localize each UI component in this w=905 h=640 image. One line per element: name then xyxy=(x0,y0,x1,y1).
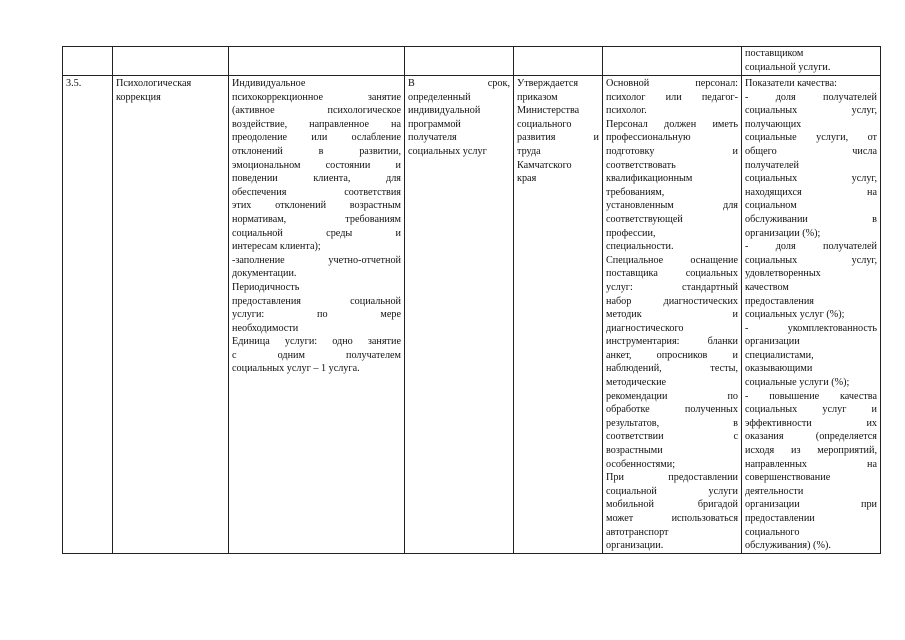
text-line: Индивидуальное xyxy=(232,78,306,89)
text-line: психолог или педагог- xyxy=(606,91,738,103)
text-line: получающих xyxy=(745,118,802,130)
text-line: обслуживания) (%). xyxy=(745,540,831,552)
tariff-lines xyxy=(517,77,599,186)
text-line: организации. xyxy=(606,540,664,552)
text-line: наблюдений, тесты, xyxy=(606,363,738,375)
text-line: рекомендации по xyxy=(606,390,738,402)
text-line: оказания (определяется xyxy=(745,431,877,443)
cell-description-empty xyxy=(229,47,405,76)
text-line: Единица услуги: одно занятие xyxy=(232,336,401,348)
term-lines xyxy=(408,77,510,159)
cell-service-description xyxy=(229,76,405,554)
text-line: преодоление или ослабление xyxy=(232,132,401,144)
quality-tail-line: поставщиком xyxy=(745,48,804,59)
text-line: индивидуальной xyxy=(408,105,481,117)
quality-tail-line: социальной услуги. xyxy=(745,61,831,73)
conditions-lines xyxy=(606,77,738,553)
text-line: предоставления xyxy=(745,295,814,307)
cell-number-empty xyxy=(63,47,113,76)
text-line: необходимости xyxy=(232,322,299,334)
table-row-continuation xyxy=(63,47,881,76)
text-line: получателя xyxy=(408,132,457,144)
text-line: квалификационным xyxy=(606,173,693,185)
cell-term-empty xyxy=(405,47,514,76)
text-line: организации (%); xyxy=(745,227,821,239)
text-line: предоставления социальной xyxy=(232,295,401,307)
text-line: специальности. xyxy=(606,241,674,253)
text-line: социальных услуг (%); xyxy=(745,309,845,321)
text-line: Показатели качества: xyxy=(745,78,837,89)
text-line: психолог. xyxy=(606,105,647,117)
text-line: развития и xyxy=(517,132,599,144)
text-line: социальных услуг – 1 услуга. xyxy=(232,363,360,375)
text-line: - доля получателей xyxy=(745,241,877,253)
text-line: социальных услуг и xyxy=(745,404,877,416)
text-line: обеспечения соответствия xyxy=(232,186,401,198)
text-line: отклонений в развитии, xyxy=(232,145,401,157)
text-line: труда xyxy=(517,145,541,157)
text-line: набор диагностических xyxy=(606,295,738,307)
text-line: услуги: по мере xyxy=(232,309,401,321)
text-line: социальных услуг, xyxy=(745,105,877,117)
text-line: инструментария: бланки xyxy=(606,336,738,348)
service-name-line: коррекция xyxy=(116,91,161,103)
text-line: обработке полученных xyxy=(606,404,738,416)
text-line: социальных услуг, xyxy=(745,173,877,185)
text-line: может использоваться xyxy=(606,513,738,524)
text-line: диагностического xyxy=(606,322,684,334)
text-line: соответствии с xyxy=(606,431,738,443)
text-line: социальной среды и xyxy=(232,227,401,239)
text-line: - повышение качества xyxy=(745,390,877,402)
text-line: эмоциональном состоянии и xyxy=(232,159,401,171)
text-line: - доля получателей xyxy=(745,91,877,103)
text-line: социального xyxy=(517,118,572,130)
text-line: социальные услуги (%); xyxy=(745,377,850,389)
text-line: края xyxy=(517,173,537,185)
cell-row-number xyxy=(63,76,113,554)
text-line: приказом xyxy=(517,91,558,103)
text-line: совершенствование xyxy=(745,472,831,484)
text-line: требованиям, xyxy=(606,186,665,198)
text-line: -заполнение учетно-отчетной xyxy=(232,254,401,266)
cell-quality-tail xyxy=(742,47,881,76)
text-line: При предоставлении xyxy=(606,472,738,484)
text-line: общего числа xyxy=(745,145,877,157)
text-line: установленным для xyxy=(606,200,738,212)
text-line: подготовку и xyxy=(606,145,738,157)
text-line: предоставлении xyxy=(745,513,815,524)
text-line: интересам клиента); xyxy=(232,241,321,253)
text-line: Утверждается xyxy=(517,78,579,89)
text-line: этих отклонений возрастным xyxy=(232,200,401,212)
text-line: получателей xyxy=(745,159,800,171)
cell-service-name xyxy=(113,76,229,554)
cell-service-conditions xyxy=(603,76,742,554)
text-line: эффективности их xyxy=(745,417,877,429)
text-line: поведении клиента, для xyxy=(232,173,401,185)
services-standard-table xyxy=(62,46,881,554)
text-line: воздействие, направленное на xyxy=(232,118,401,130)
text-line: услуг: стандартный xyxy=(606,281,738,293)
text-line: обслуживании в xyxy=(745,213,877,225)
text-line: оказывающими xyxy=(745,363,813,375)
description-lines xyxy=(232,77,401,376)
text-line: удовлетворенных xyxy=(745,268,821,280)
text-line: Персонал должен иметь xyxy=(606,118,738,130)
text-line: Камчатского xyxy=(517,159,572,171)
text-line: - укомплектованность xyxy=(745,322,877,334)
text-line: психокоррекционное занятие xyxy=(232,91,401,103)
cell-service-tariff xyxy=(514,76,603,554)
text-line: определенный xyxy=(408,91,471,103)
text-line: документации. xyxy=(232,268,297,280)
text-line: качеством xyxy=(745,281,789,293)
text-line: методические xyxy=(606,377,667,389)
cell-tariff-empty xyxy=(514,47,603,76)
text-line: социальные услуги, от xyxy=(745,132,877,144)
text-line: соответствовать xyxy=(606,159,676,171)
text-line: деятельности xyxy=(745,485,804,497)
text-line: социальной услуги xyxy=(606,485,738,497)
text-line: результатов, в xyxy=(606,417,738,429)
text-line: поставщика социальных xyxy=(606,268,738,280)
cell-service-empty xyxy=(113,47,229,76)
text-line: организации при xyxy=(745,499,877,511)
text-line: (активное психологическое xyxy=(232,105,401,117)
text-line: находящихся на xyxy=(745,186,877,198)
text-line: специалистами, xyxy=(745,349,814,361)
text-line: методик и xyxy=(606,309,738,321)
row-number: 3.5. xyxy=(66,78,82,89)
text-line: В срок, xyxy=(408,78,510,89)
text-line: нормативам, требованиям xyxy=(232,213,401,225)
cell-service-term xyxy=(405,76,514,554)
quality-lines xyxy=(745,77,877,553)
cell-conditions-empty xyxy=(603,47,742,76)
text-line: возрастными xyxy=(606,445,663,457)
text-line: социальном xyxy=(745,200,797,212)
cell-quality-indicators xyxy=(742,76,881,554)
table-row-3-5 xyxy=(63,76,881,554)
text-line: анкет, опросников и xyxy=(606,349,738,361)
service-name-line: Психологическая xyxy=(116,78,192,89)
text-line: исходя из мероприятий, xyxy=(745,445,877,457)
text-line: программой xyxy=(408,118,461,130)
text-line: профессии, xyxy=(606,227,656,239)
text-line: социального xyxy=(745,526,800,538)
text-line: социальных услуг, xyxy=(745,254,877,266)
text-line: направленных на xyxy=(745,458,877,470)
text-line: с одним получателем xyxy=(232,349,401,361)
text-line: Специальное оснащение xyxy=(606,254,738,266)
text-line: особенностями; xyxy=(606,458,676,470)
text-line: организации xyxy=(745,336,800,348)
text-line: социальных услуг xyxy=(408,145,487,157)
text-line: профессиональную xyxy=(606,132,691,144)
text-line: Основной персонал: xyxy=(606,78,738,89)
text-line: Периодичность xyxy=(232,281,300,293)
text-line: Министерства xyxy=(517,105,580,117)
text-line: соответствующей xyxy=(606,213,683,225)
text-line: мобильной бригадой xyxy=(606,499,738,511)
text-line: автотранспорт xyxy=(606,526,669,538)
